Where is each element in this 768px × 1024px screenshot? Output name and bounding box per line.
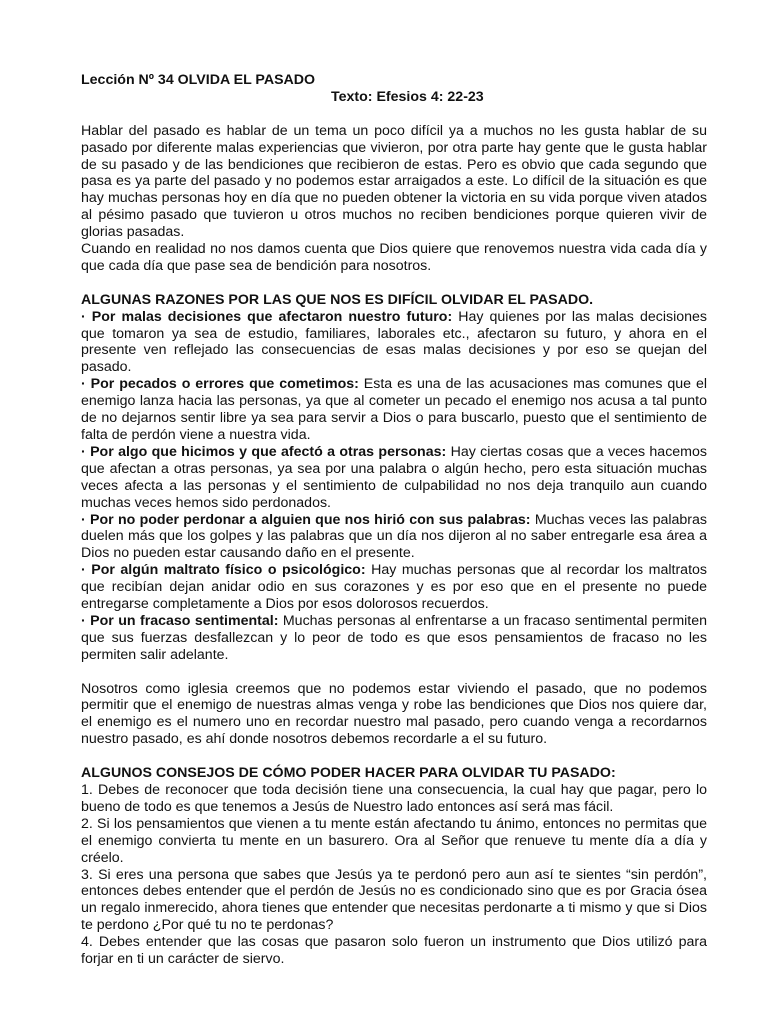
lesson-title: Lección Nº 34 OLVIDA EL PASADO [81,72,316,88]
reason-lead: · Por malas decisiones que afectaron nuestro futuro: [81,308,453,325]
reason-lead: · Por pecados o errores que cometimos: [81,376,359,393]
reason-item [81,376,707,444]
reason-item [81,613,707,664]
advice-item: 2. Si los pensamientos que vienen a tu mente están afectando tu ánimo, entonces no permitas que el enemigo convierta tu mente en un basurero. Ora al Señor que renueve tu mente día a día y créelo. [81,815,707,866]
advice-item: 3. Si eres una persona que sabes que Jesús ya te perdonó pero aun así te sientes “sin perdón”, entonces debes entender que el perdón de Jesús no es condicionado sino que es por Gracia ósea un regalo inmerecido, ahora tienes que entender que necesitas perdonarte a ti mismo y que si Dios te perdono ¿Por qué tu no te perdonas? [81,866,707,934]
reason-text: Hay muchas personas que al recordar los maltratos que recibían dejan anidar odio en sus corazones y es por eso que en el presente no puede entregarse completamente a Dios por esos dolorosos recuerdos. [81,562,707,613]
intro-paragraph: Hablar del pasado es hablar de un tema un poco difícil ya a muchos no les gusta hablar de su pasado por diferente malas experiencias que vivieron, por otra parte hay gente que le gusta hablar de su pasado y de las bendiciones que recibieron de estas. Pero es obvio que cada segundo que pasa es ya parte del pasado y no podemos estar arraigados a este. Lo difícil de la situación es que hay muchas personas hoy en día que no pueden obtener la victoria en su vida porque viven atados al pésimo pasado que tuvieron u otros muchos no reciben bendiciones porque quieren vivir de glorias pasadas. [81,122,707,241]
reasons-heading: ALGUNAS RAZONES POR LAS QUE NOS ES DIFÍCIL OLVIDAR EL PASADO. [81,291,594,308]
reason-lead: · Por no poder perdonar a alguien que nos hirió con sus palabras: [81,511,531,528]
reason-text: Esta es una de las acusaciones mas comunes que el enemigo lanza hacia las personas, ya que al cometer un pecado el enemigo nos acusa a tal punto de no dejarnos sentir libre ya sea para servir a Dios o para buscarlo, puesto que el sentimiento de falta de perdón viene a nuestra vida. [81,376,707,443]
spacer [81,664,707,681]
advice-item: 1. Debes de reconocer que toda decisión tiene una consecuencia, la cual hay que pagar, pero lo bueno de todo es que tenemos a Jesús de Nuestro lado entonces así será mas fácil. [81,782,707,815]
reason-item [81,444,707,512]
advice-heading: ALGUNOS CONSEJOS DE CÓMO PODER HACER PARA OLVIDAR TU PASADO: [81,765,616,782]
document-body [81,72,707,968]
intro-paragraph-2: Cuando en realidad no nos damos cuenta que Dios quiere que renovemos nuestra vida cada día y que cada día que pase sea de bendición para nosotros. [81,241,707,274]
reason-text: Muchas personas al enfrentarse a un fracaso sentimental permiten que sus fuerzas desfallezcan y lo peor de todo es que esos pensamientos de fracaso no les permiten salir adelante. [81,612,708,663]
reason-lead: · Por algo que hicimos y que afectó a otras personas: [81,443,447,460]
reason-lead: · Por un fracaso sentimental: [81,612,279,629]
reason-item [81,512,707,563]
reason-text: Muchas veces las palabras duelen más que los golpes y las palabras que un día nos dijeron al no saber entregarle esa área a Dios no pueden estar causando daño en el presente. [81,511,707,562]
reason-lead: · Por algún maltrato físico o psicológico: [81,562,366,579]
reason-text: Hay ciertas cosas que a veces hacemos que afectan a otras personas, ya sea por una palabra o algún hecho, pero esta situación muchas veces afecta a las personas y el sentimiento de culpabilidad no nos deja tranquilo aun cuando muchas veces hemos sido perdonados. [81,443,707,511]
reason-text: Hay quienes por las malas decisiones que tomaron ya sea de estudio, familiares, laborales etc., afectaron su futuro, y ahora en el presente ven reflejado las consecuencias de esas malas decisiones y por eso se quejan del pasado. [81,308,707,376]
reason-item [81,562,707,613]
advice-item: 4. Debes entender que las cosas que pasaron solo fueron un instrumento que Dios utilizó para forjar en ti un carácter de siervo. [81,934,707,968]
spacer [81,106,707,123]
scripture-reference: Texto: Efesios 4: 22-23 [331,88,484,105]
spacer [81,748,707,765]
church-paragraph: Nosotros como iglesia creemos que no podemos estar viviendo el pasado, que no podemos permitir que el enemigo de nuestras almas venga y robe las bendiciones que Dios nos quiere dar, el enemigo es el numero uno en recordar nuestro mal pasado, pero cuando venga a recordarnos nuestro pasado, es ahí donde nosotros debemos recordarle a el su futuro. [81,680,707,748]
reason-item [81,309,707,377]
spacer [81,275,707,292]
